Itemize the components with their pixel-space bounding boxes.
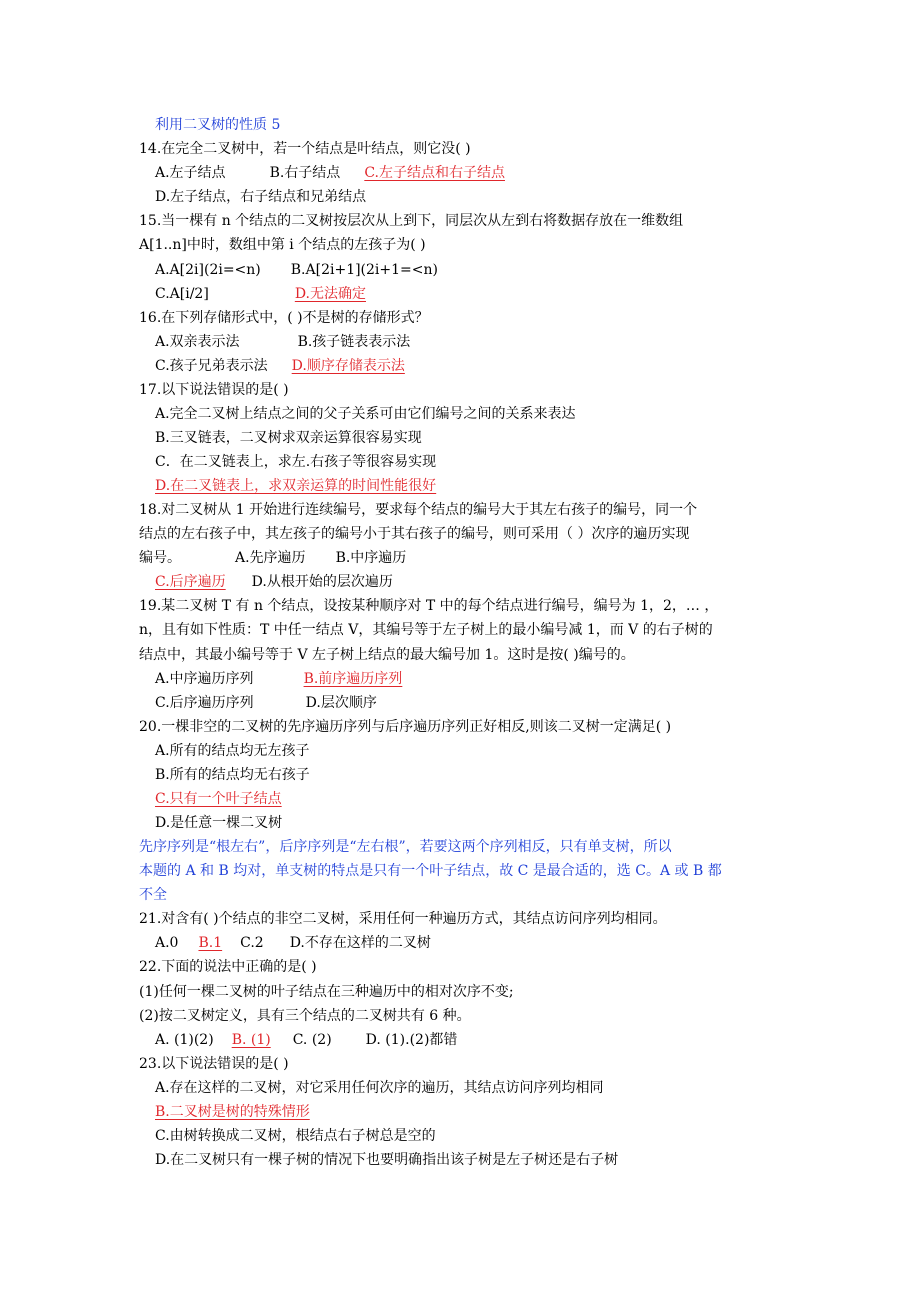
q23-option-a: A.存在这样的二叉树，对它采用任何次序的遍历，其结点访问序列均相同 — [155, 1080, 604, 1096]
q20-option-a: A.所有的结点均无左孩子 — [155, 743, 310, 759]
question-19-stem-line3: 结点中，其最小编号等于 V 左子树上结点的最大编号加 1。这时是按( )编号的。 — [139, 647, 635, 663]
q16-option-a: A.双亲表示法 — [155, 334, 240, 350]
question-15-stem-line1: 15.当一棵有 n 个结点的二叉树按层次从上到下，同层次从左到右将数据存放在一维数组 — [139, 213, 684, 229]
question-16-stem: 16.在下列存储形式中，( )不是树的存储形式？ — [139, 310, 429, 326]
q17-option-a: A.完全二叉树上结点之间的父子关系可由它们编号之间的关系来表达 — [155, 406, 576, 422]
q20-explanation-line3: 不全 — [139, 887, 167, 903]
q20-explanation-line2: 本题的 A 和 B 均对，单支树的特点是只有一个叶子结点，故 C 是最合适的，选 C。A 或 B 都 — [139, 863, 722, 879]
question-19-options-row1 — [155, 667, 805, 691]
q14-option-a: A.左子结点 — [155, 165, 226, 181]
q23-option-d: D.在二叉树只有一棵子树的情况下也要明确指出该子树是左子树还是右子树 — [155, 1152, 619, 1168]
question-15-options-row1 — [155, 258, 805, 282]
q15-option-c: C.A[i/2] — [155, 286, 209, 302]
q15-option-b: B.A[2i+1](2i+1=<n) — [290, 262, 438, 278]
q23-answer-b-row — [155, 1100, 805, 1124]
q17-answer-d-row — [155, 474, 805, 498]
question-14-options-row — [155, 161, 805, 185]
question-18-stem-line3 — [139, 546, 789, 570]
question-14-stem: 14.在完全二叉树中，若一个结点是叶结点，则它没( ) — [139, 141, 471, 157]
question-22-options-row — [155, 1028, 805, 1052]
question-19-stem-line1: 19.某二叉树 T 有 n 个结点，设按某种顺序对 T 中的每个结点进行编号，编号为 1，2，… ， — [139, 598, 719, 614]
question-19-stem-line2: n，且有如下性质：T 中任一结点 V，其编号等于左子树上的最小编号减 1，而 V 的右子树的 — [139, 622, 713, 638]
question-15-stem-line2: A[1..n]中时，数组中第 i 个结点的左孩子为( ) — [139, 237, 426, 253]
q21-option-a: A.0 — [155, 935, 179, 951]
q22-option-c: C. (2) — [292, 1032, 332, 1048]
q19-option-c: C.后序遍历序列 — [155, 695, 254, 711]
question-15-options-row2 — [155, 282, 805, 306]
q18-answer-c: C.后序遍历 — [155, 574, 226, 590]
question-18-stem-line2: 结点的左右孩子中，其左孩子的编号小于其右孩子的编号，则可采用（ ）次序的遍历实现 — [139, 526, 690, 542]
question-16-options-row2 — [155, 354, 805, 378]
q22-answer-b: B. (1) — [231, 1032, 271, 1048]
q19-option-a: A.中序遍历序列 — [155, 671, 254, 687]
q14-answer-c: C.左子结点和右子结点 — [364, 165, 505, 181]
q14-option-d: D.左子结点，右子结点和兄弟结点 — [155, 189, 367, 205]
q16-option-c: C.孩子兄弟表示法 — [155, 358, 268, 374]
question-19-options-row2 — [155, 691, 805, 715]
q20-option-b: B.所有的结点均无右孩子 — [155, 767, 310, 783]
q22-option-a: A. (1)(2) — [155, 1032, 214, 1048]
q15-option-a: A.A[2i](2i=<n) — [155, 262, 261, 278]
q17-option-b: B.三叉链表，二叉树求双亲运算很容易实现 — [155, 430, 422, 446]
question-17-stem: 17.以下说法错误的是( ) — [139, 382, 289, 398]
q17-answer-d: D.在二叉链表上，求双亲运算的时间性能很好 — [155, 478, 437, 494]
question-21-options-row — [155, 931, 805, 955]
q21-answer-b: B.1 — [198, 935, 223, 951]
q22-statement-2: (2)按二叉树定义，具有三个结点的二叉树共有 6 种。 — [139, 1008, 471, 1024]
q20-option-d: D.是任意一棵二叉树 — [155, 815, 283, 831]
q19-option-d: D.层次顺序 — [305, 695, 377, 711]
q20-answer-c-row — [155, 787, 805, 811]
q21-option-d: D.不存在这样的二叉树 — [289, 935, 431, 951]
q22-option-d: D. (1).(2)都错 — [365, 1032, 458, 1048]
q20-explanation-line1: 先序序列是“根左右”，后序序列是“左右根”，若要这两个序列相反，只有单支树，所以 — [139, 839, 672, 855]
question-23-stem: 23.以下说法错误的是( ) — [139, 1056, 289, 1072]
q16-option-b: B.孩子链表表示法 — [297, 334, 411, 350]
q18-option-d: D.从根开始的层次遍历 — [251, 574, 393, 590]
q21-option-c: C.2 — [240, 935, 264, 951]
q15-answer-d: D.无法确定 — [294, 286, 366, 302]
q22-statement-1: (1)任何一棵二叉树的叶子结点在三种遍历中的相对次序不变; — [139, 984, 514, 1000]
q14-option-b: B.右子结点 — [269, 165, 341, 181]
q23-answer-b: B.二叉树是树的特殊情形 — [155, 1104, 310, 1120]
question-18-options-row2 — [155, 570, 805, 594]
q19-answer-b: B.前序遍历序列 — [303, 671, 403, 687]
note-property-5: 利用二叉树的性质 5 — [155, 117, 281, 133]
question-20-stem: 20.一棵非空的二叉树的先序遍历序列与后序遍历序列正好相反,则该二叉树一定满足( ) — [139, 719, 672, 735]
q20-answer-c: C.只有一个叶子结点 — [155, 791, 282, 807]
q18-stem-end: 编号。 — [139, 550, 181, 566]
q17-option-c: C．在二叉链表上，求左.右孩子等很容易实现 — [155, 454, 437, 470]
q18-option-a: A.先序遍历 — [235, 550, 306, 566]
question-22-stem: 22.下面的说法中正确的是( ) — [139, 959, 317, 975]
question-18-stem-line1: 18.对二叉树从 1 开始进行连续编号，要求每个结点的编号大于其左右孩子的编号，同一个 — [139, 502, 698, 518]
q18-option-b: B.中序遍历 — [335, 550, 407, 566]
question-21-stem: 21.对含有( )个结点的非空二叉树，采用任何一种遍历方式，其结点访问序列均相同。 — [139, 911, 667, 927]
q23-option-c: C.由树转换成二叉树，根结点右子树总是空的 — [155, 1128, 436, 1144]
q16-answer-d: D.顺序存储表示法 — [291, 358, 405, 374]
question-16-options-row1 — [155, 330, 805, 354]
